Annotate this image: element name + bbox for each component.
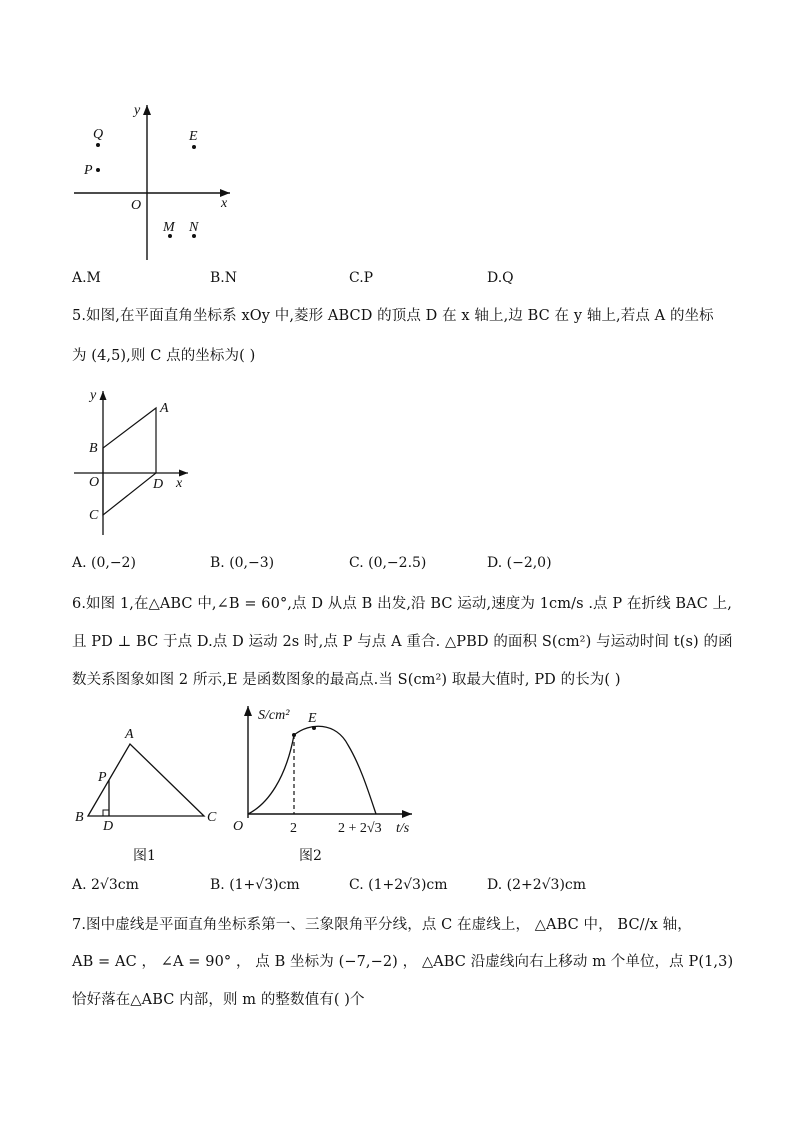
q6-graph-origin: O: [233, 819, 244, 834]
q4-label-p: P: [84, 163, 93, 178]
q5-option-d[interactable]: D. (−2,0): [487, 555, 552, 571]
q5-stem-line-2: 为 (4,5),则 C 点的坐标为( ): [72, 348, 256, 364]
q6-label-a: A: [125, 727, 134, 742]
q6-label-p: P: [98, 770, 107, 785]
q6-stem-line-3: 数关系图象如图 2 所示,E 是函数图象的最高点.当 S(cm²) 取最大值时, PD 的长为( ): [72, 672, 621, 688]
q6-graph-point-e: [312, 726, 316, 730]
q5-stem-line-1: 5.如图,在平面直角坐标系 xOy 中,菱形 ABCD 的顶点 D 在 x 轴上,边 BC 在 y 轴上,若点 A 的坐标: [72, 308, 714, 324]
q5-y-label: y: [90, 388, 97, 403]
q6-option-a[interactable]: A. 2√3cm: [72, 877, 139, 893]
q6-label-c: C: [207, 810, 217, 825]
q6-figure-2-graph: [228, 700, 428, 840]
q5-label-o: O: [89, 475, 100, 490]
q4-y-arrow: [143, 105, 151, 115]
q6-stem-line-1: 6.如图 1,在△ABC 中,∠B = 60°,点 D 从点 B 出发,沿 BC 运动,速度为 1cm/s .点 P 在折线 BAC 上,: [72, 596, 732, 612]
q6-option-d[interactable]: D. (2+2√3)cm: [487, 877, 587, 893]
q6-graph-ylabel: S/cm²: [258, 708, 290, 723]
q6-option-b[interactable]: B. (1+√3)cm: [210, 877, 300, 893]
q6-graph-xlabel: t/s: [396, 821, 410, 836]
q5-option-c[interactable]: C. (0,−2.5): [349, 555, 427, 571]
q6-figure-1-triangle: [70, 722, 230, 832]
q4-option-c[interactable]: C.P: [349, 270, 374, 286]
q6-graph-label-e: E: [308, 711, 317, 726]
q6-label-d: D: [103, 819, 114, 834]
q4-x-label: x: [221, 196, 228, 211]
q6-graph-curve-parabola: [294, 726, 376, 814]
q6-graph-tick-2-plus-2root3: 2 + 2√3: [338, 821, 382, 836]
q6-graph-x-arrow: [402, 810, 412, 818]
q5-rhombus-figure: [70, 385, 200, 540]
q6-right-angle-mark: [103, 810, 109, 816]
q5-x-label: x: [176, 476, 183, 491]
q4-option-d[interactable]: D.Q: [487, 270, 514, 286]
q4-point-e: [192, 145, 196, 149]
q4-option-a[interactable]: A.M: [72, 270, 101, 286]
q6-label-b: B: [75, 810, 84, 825]
q4-point-p: [96, 168, 100, 172]
q6-stem-line-2: 且 PD ⊥ BC 于点 D.点 D 运动 2s 时,点 P 与点 A 重合. △PBD 的面积 S(cm²) 与运动时间 t(s) 的函: [72, 634, 733, 650]
q4-point-q: [96, 143, 100, 147]
q5-option-a[interactable]: A. (0,−2): [72, 555, 136, 571]
q7-stem-line-2: AB = AC ， ∠A = 90° ， 点 B 坐标为 (−7,−2) ， △ABC 沿虚线向右上移动 m 个单位，点 P(1,3): [72, 954, 734, 970]
q6-graph-point-at-2: [292, 733, 296, 737]
q5-rhombus: [103, 408, 156, 515]
q7-stem-line-1: 7.图中虚线是平面直角坐标系第一、三象限角平分线，点 C 在虚线上， △ABC 中， BC//x 轴，: [72, 917, 692, 933]
q4-label-q: Q: [93, 127, 104, 142]
q5-label-d: D: [153, 477, 164, 492]
q4-option-b[interactable]: B.N: [210, 270, 237, 286]
q6-graph-curve-rising: [248, 735, 294, 814]
q5-y-arrow: [100, 391, 107, 400]
q4-label-m: M: [163, 220, 175, 235]
q4-y-label: y: [134, 103, 141, 118]
q4-label-e: E: [189, 129, 198, 144]
q6-graph-y-arrow: [244, 706, 252, 716]
q5-label-c: C: [89, 508, 99, 523]
q6-figure-1-caption: 图1: [133, 848, 156, 864]
q7-stem-line-3: 恰好落在△ABC 内部，则 m 的整数值有( )个: [72, 992, 365, 1008]
q6-graph-tick-2: 2: [290, 821, 297, 836]
q4-origin-label: O: [131, 198, 142, 213]
q5-label-a: A: [160, 401, 169, 416]
q5-label-b: B: [89, 441, 98, 456]
q4-label-n: N: [189, 220, 199, 235]
q5-option-b[interactable]: B. (0,−3): [210, 555, 275, 571]
q4-coordinate-figure: [60, 95, 250, 265]
q6-figure-2-caption: 图2: [299, 848, 322, 864]
q6-option-c[interactable]: C. (1+2√3)cm: [349, 877, 448, 893]
